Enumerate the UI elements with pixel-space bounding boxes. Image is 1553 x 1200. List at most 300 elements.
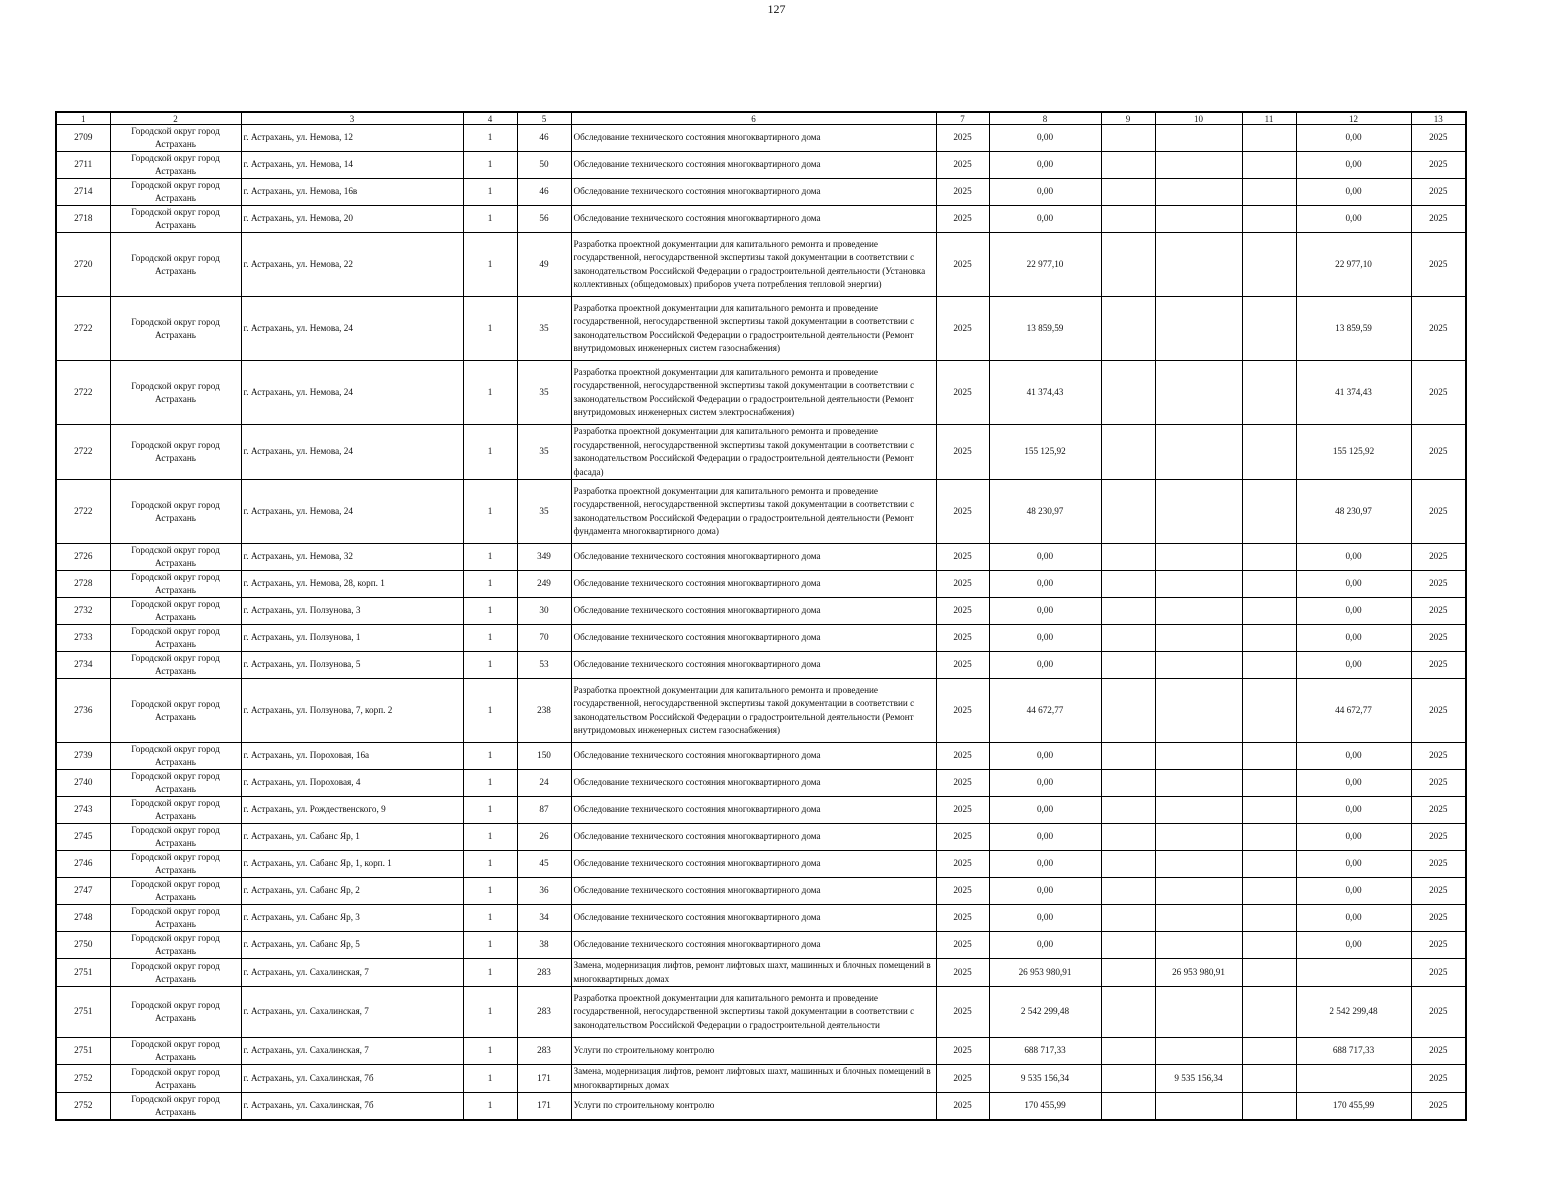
column-4-cell: 1 xyxy=(463,770,517,797)
address-cell: г. Астрахань, ул. Ползунова, 1 xyxy=(241,625,463,652)
column-4-cell: 1 xyxy=(463,179,517,206)
column-12-cell: 41 374,43 xyxy=(1296,361,1411,425)
total-cost-cell: 2 542 299,48 xyxy=(989,987,1101,1038)
table-row xyxy=(56,544,1466,571)
column-4-cell: 1 xyxy=(463,679,517,743)
total-cost-cell: 0,00 xyxy=(989,824,1101,851)
column-header: 8 xyxy=(989,112,1101,125)
column-10-cell xyxy=(1155,206,1242,233)
table-row xyxy=(56,679,1466,743)
work-type-cell: Услуги по строительному контролю xyxy=(571,1038,936,1065)
row-number-cell: 2747 xyxy=(56,878,110,905)
column-9-cell xyxy=(1101,297,1155,361)
column-4-cell: 1 xyxy=(463,824,517,851)
column-5-cell: 30 xyxy=(517,598,571,625)
column-9-cell xyxy=(1101,959,1155,987)
column-12-cell: 48 230,97 xyxy=(1296,480,1411,544)
column-11-cell xyxy=(1242,905,1296,932)
column-13-cell: 2025 xyxy=(1411,932,1466,959)
district-cell: Городской округ город Астрахань xyxy=(110,959,241,987)
column-4-cell: 1 xyxy=(463,480,517,544)
column-10-cell: 9 535 156,34 xyxy=(1155,1065,1242,1093)
table-body xyxy=(56,125,1466,1121)
year-cell: 2025 xyxy=(936,361,989,425)
table-row xyxy=(56,206,1466,233)
column-header: 10 xyxy=(1155,112,1242,125)
total-cost-cell: 0,00 xyxy=(989,179,1101,206)
work-type-cell: Обследование технического состояния многоквартирного дома xyxy=(571,544,936,571)
year-cell: 2025 xyxy=(936,544,989,571)
column-9-cell xyxy=(1101,206,1155,233)
row-number-cell: 2751 xyxy=(56,959,110,987)
table-row xyxy=(56,987,1466,1038)
district-cell: Городской округ город Астрахань xyxy=(110,652,241,679)
district-cell: Городской округ город Астрахань xyxy=(110,679,241,743)
column-13-cell: 2025 xyxy=(1411,679,1466,743)
district-cell: Городской округ город Астрахань xyxy=(110,1093,241,1121)
column-12-cell: 0,00 xyxy=(1296,598,1411,625)
table-row xyxy=(56,425,1466,480)
column-9-cell xyxy=(1101,425,1155,480)
address-cell: г. Астрахань, ул. Немова, 28, корп. 1 xyxy=(241,571,463,598)
total-cost-cell: 48 230,97 xyxy=(989,480,1101,544)
column-9-cell xyxy=(1101,152,1155,179)
row-number-cell: 2711 xyxy=(56,152,110,179)
column-5-cell: 283 xyxy=(517,1038,571,1065)
address-cell: г. Астрахань, ул. Сахалинская, 7б xyxy=(241,1065,463,1093)
row-number-cell: 2751 xyxy=(56,1038,110,1065)
total-cost-cell: 44 672,77 xyxy=(989,679,1101,743)
column-12-cell: 0,00 xyxy=(1296,905,1411,932)
column-13-cell: 2025 xyxy=(1411,571,1466,598)
column-11-cell xyxy=(1242,932,1296,959)
column-5-cell: 36 xyxy=(517,878,571,905)
year-cell: 2025 xyxy=(936,206,989,233)
district-cell: Городской округ город Астрахань xyxy=(110,770,241,797)
row-number-cell: 2722 xyxy=(56,480,110,544)
column-11-cell xyxy=(1242,598,1296,625)
address-cell: г. Астрахань, ул. Сабанс Яр, 5 xyxy=(241,932,463,959)
district-cell: Городской округ город Астрахань xyxy=(110,152,241,179)
table-row xyxy=(56,959,1466,987)
column-5-cell: 38 xyxy=(517,932,571,959)
year-cell: 2025 xyxy=(936,932,989,959)
column-10-cell xyxy=(1155,179,1242,206)
year-cell: 2025 xyxy=(936,425,989,480)
address-cell: г. Астрахань, ул. Немова, 12 xyxy=(241,125,463,152)
column-13-cell: 2025 xyxy=(1411,987,1466,1038)
year-cell: 2025 xyxy=(936,179,989,206)
column-10-cell xyxy=(1155,851,1242,878)
year-cell: 2025 xyxy=(936,152,989,179)
table-row xyxy=(56,824,1466,851)
row-number-cell: 2714 xyxy=(56,179,110,206)
column-10-cell xyxy=(1155,297,1242,361)
column-12-cell: 0,00 xyxy=(1296,878,1411,905)
column-12-cell: 0,00 xyxy=(1296,932,1411,959)
work-type-cell: Обследование технического состояния многоквартирного дома xyxy=(571,824,936,851)
column-12-cell: 0,00 xyxy=(1296,770,1411,797)
address-cell: г. Астрахань, ул. Рождественского, 9 xyxy=(241,797,463,824)
column-5-cell: 35 xyxy=(517,297,571,361)
address-cell: г. Астрахань, ул. Немова, 24 xyxy=(241,297,463,361)
total-cost-cell: 41 374,43 xyxy=(989,361,1101,425)
column-11-cell xyxy=(1242,480,1296,544)
address-cell: г. Астрахань, ул. Сабанс Яр, 1 xyxy=(241,824,463,851)
table-row xyxy=(56,1093,1466,1121)
column-13-cell: 2025 xyxy=(1411,959,1466,987)
column-10-cell: 26 953 980,91 xyxy=(1155,959,1242,987)
table-row xyxy=(56,932,1466,959)
district-cell: Городской округ город Астрахань xyxy=(110,361,241,425)
row-number-cell: 2740 xyxy=(56,770,110,797)
column-9-cell xyxy=(1101,1093,1155,1121)
address-cell: г. Астрахань, ул. Немова, 20 xyxy=(241,206,463,233)
column-5-cell: 50 xyxy=(517,152,571,179)
address-cell: г. Астрахань, ул. Немова, 32 xyxy=(241,544,463,571)
column-10-cell xyxy=(1155,770,1242,797)
address-cell: г. Астрахань, ул. Сахалинская, 7 xyxy=(241,1038,463,1065)
column-11-cell xyxy=(1242,425,1296,480)
column-4-cell: 1 xyxy=(463,1065,517,1093)
column-10-cell xyxy=(1155,1038,1242,1065)
total-cost-cell: 0,00 xyxy=(989,206,1101,233)
column-9-cell xyxy=(1101,797,1155,824)
year-cell: 2025 xyxy=(936,1038,989,1065)
column-4-cell: 1 xyxy=(463,297,517,361)
district-cell: Городской округ город Астрахань xyxy=(110,932,241,959)
row-number-cell: 2752 xyxy=(56,1065,110,1093)
column-11-cell xyxy=(1242,571,1296,598)
column-9-cell xyxy=(1101,361,1155,425)
address-cell: г. Астрахань, ул. Пороховая, 4 xyxy=(241,770,463,797)
column-4-cell: 1 xyxy=(463,878,517,905)
column-11-cell xyxy=(1242,125,1296,152)
column-12-cell: 0,00 xyxy=(1296,179,1411,206)
column-9-cell xyxy=(1101,878,1155,905)
row-number-cell: 2736 xyxy=(56,679,110,743)
column-9-cell xyxy=(1101,851,1155,878)
row-number-cell: 2722 xyxy=(56,361,110,425)
table-row xyxy=(56,125,1466,152)
column-5-cell: 46 xyxy=(517,179,571,206)
column-9-cell xyxy=(1101,1065,1155,1093)
row-number-cell: 2728 xyxy=(56,571,110,598)
column-9-cell xyxy=(1101,652,1155,679)
table-row xyxy=(56,571,1466,598)
table-row xyxy=(56,743,1466,770)
column-13-cell: 2025 xyxy=(1411,179,1466,206)
column-5-cell: 87 xyxy=(517,797,571,824)
column-13-cell: 2025 xyxy=(1411,652,1466,679)
column-9-cell xyxy=(1101,480,1155,544)
column-header: 3 xyxy=(241,112,463,125)
work-type-cell: Разработка проектной документации для капитального ремонта и проведение государственной, негосударственной экспертизы такой документации в соответствии с законодательством Российской Федерации о градостроительной деятельности (Установка коллективных (общедомовых) приборов учета потребления тепловой энергии) xyxy=(571,233,936,297)
year-cell: 2025 xyxy=(936,652,989,679)
work-type-cell: Обследование технического состояния многоквартирного дома xyxy=(571,797,936,824)
total-cost-cell: 688 717,33 xyxy=(989,1038,1101,1065)
column-5-cell: 56 xyxy=(517,206,571,233)
district-cell: Городской округ город Астрахань xyxy=(110,425,241,480)
total-cost-cell: 0,00 xyxy=(989,652,1101,679)
work-type-cell: Обследование технического состояния многоквартирного дома xyxy=(571,743,936,770)
work-type-cell: Разработка проектной документации для капитального ремонта и проведение государственной, негосударственной экспертизы такой документации в соответствии с законодательством Российской Федерации о градостроительной деятельности (Ремонт фундамента многоквартирного дома) xyxy=(571,480,936,544)
column-12-cell: 44 672,77 xyxy=(1296,679,1411,743)
row-number-cell: 2748 xyxy=(56,905,110,932)
district-cell: Городской округ город Астрахань xyxy=(110,206,241,233)
column-12-cell: 688 717,33 xyxy=(1296,1038,1411,1065)
column-13-cell: 2025 xyxy=(1411,770,1466,797)
row-number-cell: 2718 xyxy=(56,206,110,233)
row-number-cell: 2739 xyxy=(56,743,110,770)
year-cell: 2025 xyxy=(936,743,989,770)
total-cost-cell: 170 455,99 xyxy=(989,1093,1101,1121)
column-5-cell: 49 xyxy=(517,233,571,297)
header-row xyxy=(56,112,1466,125)
address-cell: г. Астрахань, ул. Пороховая, 16а xyxy=(241,743,463,770)
row-number-cell: 2750 xyxy=(56,932,110,959)
column-11-cell xyxy=(1242,1038,1296,1065)
work-type-cell: Обследование технического состояния многоквартирного дома xyxy=(571,125,936,152)
table-row xyxy=(56,361,1466,425)
column-9-cell xyxy=(1101,743,1155,770)
address-cell: г. Астрахань, ул. Сабанс Яр, 2 xyxy=(241,878,463,905)
total-cost-cell: 0,00 xyxy=(989,544,1101,571)
year-cell: 2025 xyxy=(936,987,989,1038)
column-9-cell xyxy=(1101,987,1155,1038)
column-12-cell xyxy=(1296,1065,1411,1093)
column-10-cell xyxy=(1155,361,1242,425)
row-number-cell: 2734 xyxy=(56,652,110,679)
column-5-cell: 171 xyxy=(517,1065,571,1093)
column-13-cell: 2025 xyxy=(1411,905,1466,932)
column-12-cell: 0,00 xyxy=(1296,797,1411,824)
district-cell: Городской округ город Астрахань xyxy=(110,233,241,297)
column-10-cell xyxy=(1155,878,1242,905)
address-cell: г. Астрахань, ул. Ползунова, 5 xyxy=(241,652,463,679)
column-13-cell: 2025 xyxy=(1411,297,1466,361)
column-11-cell xyxy=(1242,797,1296,824)
address-cell: г. Астрахань, ул. Немова, 14 xyxy=(241,152,463,179)
year-cell: 2025 xyxy=(936,598,989,625)
work-type-cell: Разработка проектной документации для капитального ремонта и проведение государственной, негосударственной экспертизы такой документации в соответствии с законодательством Российской Федерации о градостроительной деятельности (Ремонт внутридомовых инженерных систем газоснабжения) xyxy=(571,297,936,361)
column-9-cell xyxy=(1101,770,1155,797)
column-9-cell xyxy=(1101,233,1155,297)
column-4-cell: 1 xyxy=(463,905,517,932)
column-11-cell xyxy=(1242,679,1296,743)
column-12-cell: 2 542 299,48 xyxy=(1296,987,1411,1038)
district-cell: Городской округ город Астрахань xyxy=(110,1038,241,1065)
total-cost-cell: 22 977,10 xyxy=(989,233,1101,297)
year-cell: 2025 xyxy=(936,125,989,152)
row-number-cell: 2733 xyxy=(56,625,110,652)
work-type-cell: Услуги по строительному контролю xyxy=(571,1093,936,1121)
address-cell: г. Астрахань, ул. Немова, 16в xyxy=(241,179,463,206)
column-9-cell xyxy=(1101,824,1155,851)
column-header: 5 xyxy=(517,112,571,125)
table-row xyxy=(56,152,1466,179)
column-13-cell: 2025 xyxy=(1411,1093,1466,1121)
column-10-cell xyxy=(1155,625,1242,652)
column-10-cell xyxy=(1155,905,1242,932)
address-cell: г. Астрахань, ул. Немова, 22 xyxy=(241,233,463,297)
column-13-cell: 2025 xyxy=(1411,544,1466,571)
work-type-cell: Обследование технического состояния многоквартирного дома xyxy=(571,571,936,598)
district-cell: Городской округ город Астрахань xyxy=(110,480,241,544)
column-12-cell: 0,00 xyxy=(1296,652,1411,679)
page-number: 127 xyxy=(767,2,786,16)
column-11-cell xyxy=(1242,361,1296,425)
work-type-cell: Обследование технического состояния многоквартирного дома xyxy=(571,770,936,797)
column-9-cell xyxy=(1101,571,1155,598)
year-cell: 2025 xyxy=(936,1093,989,1121)
column-4-cell: 1 xyxy=(463,125,517,152)
column-13-cell: 2025 xyxy=(1411,152,1466,179)
column-5-cell: 35 xyxy=(517,361,571,425)
column-5-cell: 150 xyxy=(517,743,571,770)
column-5-cell: 53 xyxy=(517,652,571,679)
column-12-cell: 170 455,99 xyxy=(1296,1093,1411,1121)
total-cost-cell: 0,00 xyxy=(989,152,1101,179)
district-cell: Городской округ город Астрахань xyxy=(110,571,241,598)
district-cell: Городской округ город Астрахань xyxy=(110,878,241,905)
column-11-cell xyxy=(1242,959,1296,987)
year-cell: 2025 xyxy=(936,824,989,851)
table-row xyxy=(56,1065,1466,1093)
work-type-cell: Разработка проектной документации для капитального ремонта и проведение государственной, негосударственной экспертизы такой документации в соответствии с законодательством Российской Федерации о градостроительной деятельности (Ремонт внутридомовых инженерных систем электроснабжения) xyxy=(571,361,936,425)
column-9-cell xyxy=(1101,679,1155,743)
column-header: 4 xyxy=(463,112,517,125)
year-cell: 2025 xyxy=(936,1065,989,1093)
column-12-cell: 0,00 xyxy=(1296,743,1411,770)
column-12-cell: 0,00 xyxy=(1296,125,1411,152)
column-10-cell xyxy=(1155,598,1242,625)
column-4-cell: 1 xyxy=(463,797,517,824)
address-cell: г. Астрахань, ул. Немова, 24 xyxy=(241,425,463,480)
district-cell: Городской округ город Астрахань xyxy=(110,797,241,824)
column-5-cell: 24 xyxy=(517,770,571,797)
work-type-cell: Разработка проектной документации для капитального ремонта и проведение государственной, негосударственной экспертизы такой документации в соответствии с законодательством Российской Федерации о градостроительной деятельности (Ремонт фасада) xyxy=(571,425,936,480)
column-12-cell: 0,00 xyxy=(1296,544,1411,571)
table-row xyxy=(56,851,1466,878)
column-12-cell: 0,00 xyxy=(1296,206,1411,233)
column-header: 11 xyxy=(1242,112,1296,125)
row-number-cell: 2752 xyxy=(56,1093,110,1121)
column-12-cell xyxy=(1296,959,1411,987)
address-cell: г. Астрахань, ул. Сахалинская, 7 xyxy=(241,959,463,987)
column-12-cell: 0,00 xyxy=(1296,824,1411,851)
district-cell: Городской округ город Астрахань xyxy=(110,987,241,1038)
total-cost-cell: 0,00 xyxy=(989,851,1101,878)
work-type-cell: Разработка проектной документации для капитального ремонта и проведение государственной, негосударственной экспертизы такой документации в соответствии с законодательством Российской Федерации о градостроительной деятельности xyxy=(571,987,936,1038)
year-cell: 2025 xyxy=(936,959,989,987)
column-header: 1 xyxy=(56,112,110,125)
total-cost-cell: 13 859,59 xyxy=(989,297,1101,361)
column-4-cell: 1 xyxy=(463,152,517,179)
column-10-cell xyxy=(1155,571,1242,598)
district-cell: Городской округ город Астрахань xyxy=(110,125,241,152)
column-5-cell: 70 xyxy=(517,625,571,652)
column-5-cell: 34 xyxy=(517,905,571,932)
column-12-cell: 0,00 xyxy=(1296,625,1411,652)
column-13-cell: 2025 xyxy=(1411,824,1466,851)
column-10-cell xyxy=(1155,824,1242,851)
column-9-cell xyxy=(1101,905,1155,932)
column-10-cell xyxy=(1155,425,1242,480)
column-12-cell: 13 859,59 xyxy=(1296,297,1411,361)
column-9-cell xyxy=(1101,598,1155,625)
column-header: 2 xyxy=(110,112,241,125)
column-10-cell xyxy=(1155,987,1242,1038)
column-11-cell xyxy=(1242,206,1296,233)
address-cell: г. Астрахань, ул. Ползунова, 3 xyxy=(241,598,463,625)
column-13-cell: 2025 xyxy=(1411,1038,1466,1065)
column-13-cell: 2025 xyxy=(1411,851,1466,878)
column-4-cell: 1 xyxy=(463,425,517,480)
year-cell: 2025 xyxy=(936,878,989,905)
column-11-cell xyxy=(1242,743,1296,770)
district-cell: Городской округ город Астрахань xyxy=(110,598,241,625)
column-13-cell: 2025 xyxy=(1411,206,1466,233)
district-cell: Городской округ город Астрахань xyxy=(110,1065,241,1093)
district-cell: Городской округ город Астрахань xyxy=(110,824,241,851)
column-13-cell: 2025 xyxy=(1411,598,1466,625)
column-11-cell xyxy=(1242,152,1296,179)
district-cell: Городской округ город Астрахань xyxy=(110,905,241,932)
column-4-cell: 1 xyxy=(463,571,517,598)
column-13-cell: 2025 xyxy=(1411,743,1466,770)
column-4-cell: 1 xyxy=(463,361,517,425)
column-4-cell: 1 xyxy=(463,987,517,1038)
column-5-cell: 26 xyxy=(517,824,571,851)
column-10-cell xyxy=(1155,652,1242,679)
total-cost-cell: 0,00 xyxy=(989,905,1101,932)
table-row xyxy=(56,878,1466,905)
column-9-cell xyxy=(1101,625,1155,652)
column-10-cell xyxy=(1155,233,1242,297)
column-9-cell xyxy=(1101,179,1155,206)
total-cost-cell: 26 953 980,91 xyxy=(989,959,1101,987)
total-cost-cell: 0,00 xyxy=(989,932,1101,959)
table-row xyxy=(56,1038,1466,1065)
column-10-cell xyxy=(1155,1093,1242,1121)
total-cost-cell: 0,00 xyxy=(989,571,1101,598)
column-11-cell xyxy=(1242,824,1296,851)
column-13-cell: 2025 xyxy=(1411,233,1466,297)
total-cost-cell: 0,00 xyxy=(989,770,1101,797)
year-cell: 2025 xyxy=(936,851,989,878)
work-type-cell: Обследование технического состояния многоквартирного дома xyxy=(571,625,936,652)
column-11-cell xyxy=(1242,851,1296,878)
column-12-cell: 0,00 xyxy=(1296,851,1411,878)
column-9-cell xyxy=(1101,932,1155,959)
total-cost-cell: 0,00 xyxy=(989,125,1101,152)
table-row xyxy=(56,480,1466,544)
row-number-cell: 2720 xyxy=(56,233,110,297)
column-5-cell: 171 xyxy=(517,1093,571,1121)
row-number-cell: 2751 xyxy=(56,987,110,1038)
column-header: 7 xyxy=(936,112,989,125)
table-row xyxy=(56,770,1466,797)
column-4-cell: 1 xyxy=(463,1038,517,1065)
address-cell: г. Астрахань, ул. Сабанс Яр, 1, корп. 1 xyxy=(241,851,463,878)
column-12-cell: 22 977,10 xyxy=(1296,233,1411,297)
column-13-cell: 2025 xyxy=(1411,425,1466,480)
column-10-cell xyxy=(1155,152,1242,179)
work-type-cell: Замена, модернизация лифтов, ремонт лифтовых шахт, машинных и блочных помещений в многоквартирных домах xyxy=(571,1065,936,1093)
year-cell: 2025 xyxy=(936,297,989,361)
column-12-cell: 155 125,92 xyxy=(1296,425,1411,480)
